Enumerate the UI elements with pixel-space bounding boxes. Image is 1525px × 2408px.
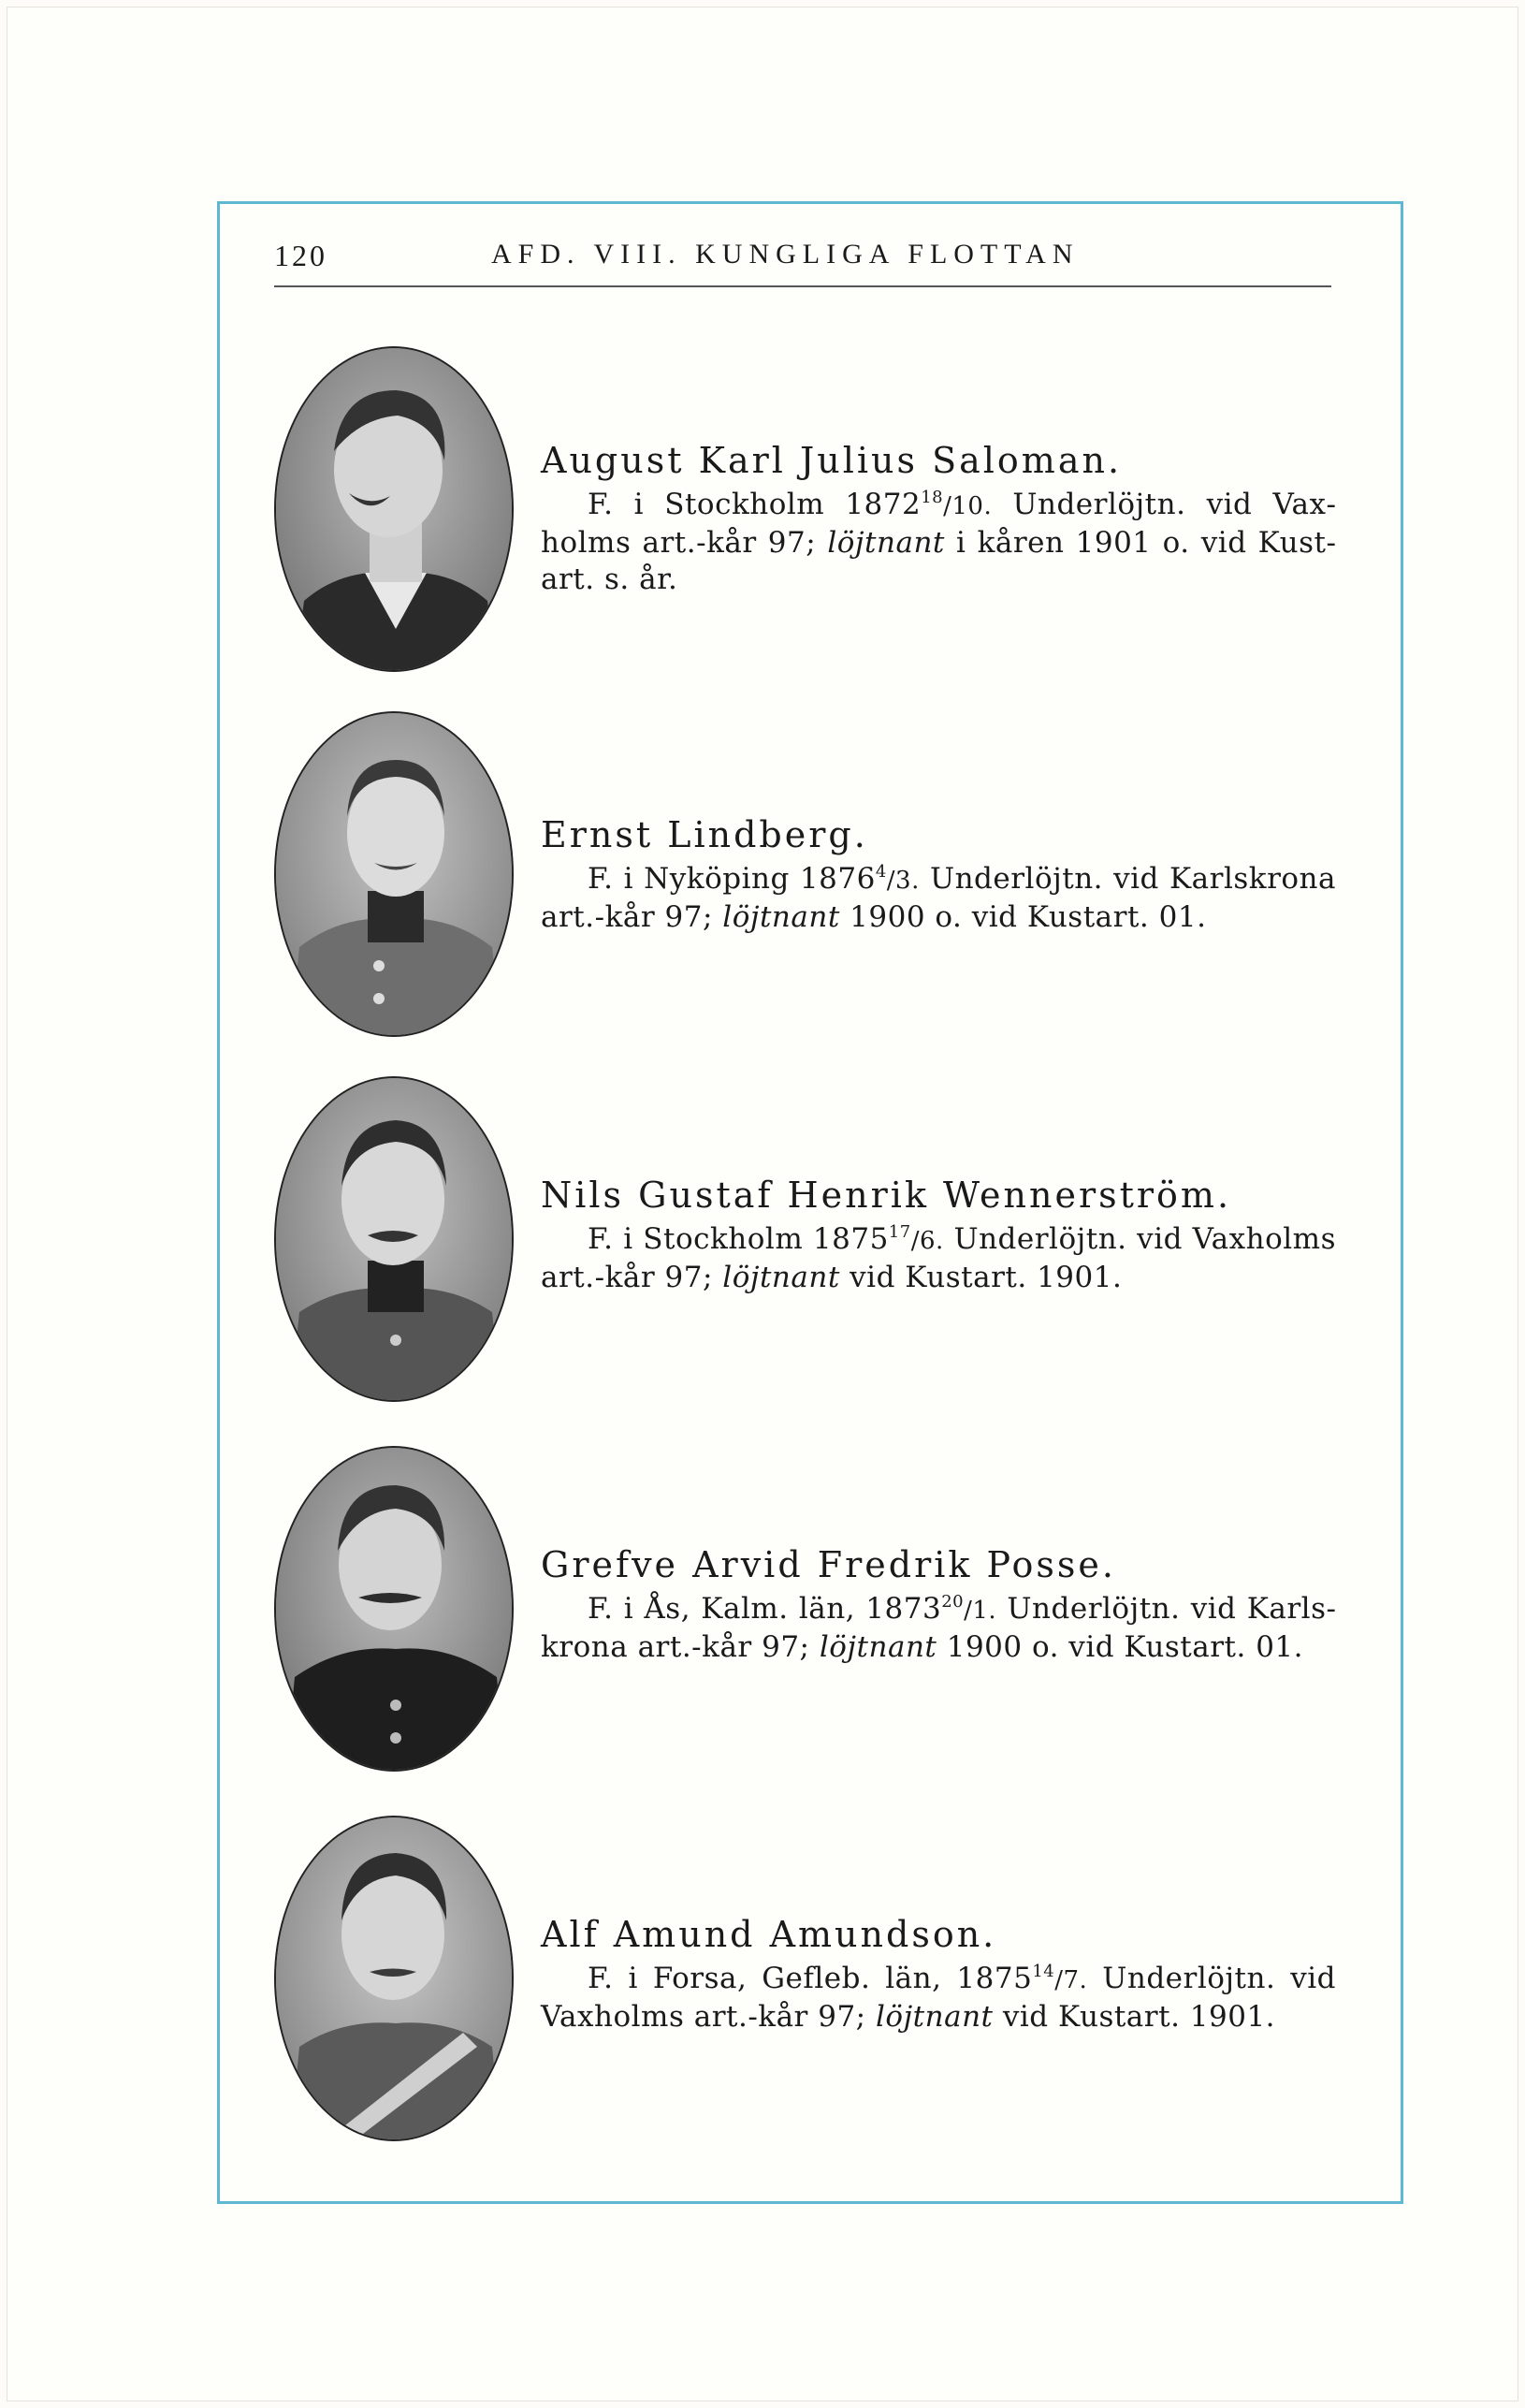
rank-text: löjtnant — [827, 526, 945, 560]
entry-posse — [274, 1446, 1341, 1783]
person-bio — [541, 1591, 1336, 1666]
birth-day: 17 — [888, 1222, 911, 1242]
person-bio — [541, 1221, 1336, 1296]
person-name: Alf Amund Amundson. — [541, 1914, 997, 1955]
rank-text: löjtnant — [722, 1261, 840, 1294]
person-bio — [541, 487, 1336, 598]
entry-text — [541, 1544, 1336, 1666]
career-text: Underlöjtn. vid Karlskrona art.-kår 97; — [541, 862, 1336, 934]
birth-month: /1. — [964, 1597, 997, 1625]
portrait-photo — [274, 711, 514, 1037]
person-name: Nils Gustaf Henrik Wennerström. — [541, 1175, 1232, 1216]
birth-day: 14 — [1032, 1962, 1055, 1981]
portrait-photo — [274, 1446, 514, 1772]
portrait-photo — [274, 1816, 514, 2141]
birth-text: F. i Nyköping 1876 — [588, 862, 876, 896]
entry-text — [541, 1914, 1336, 2036]
entry-amundson — [274, 1816, 1341, 2153]
birth-month: /6. — [910, 1227, 944, 1255]
birth-text: F. i Stockholm 1872 — [588, 488, 922, 521]
person-name: Ernst Lindberg. — [541, 814, 868, 855]
birth-day: 4 — [875, 862, 887, 882]
entry-lindberg — [274, 711, 1341, 1048]
career-text: Underlöjtn. vid Karlskrona art.-kår 97; — [541, 1592, 1336, 1664]
career-text-end: vid Kustart. 1901. — [839, 1261, 1123, 1294]
birth-month: /7. — [1054, 1966, 1088, 1994]
career-text: Underlöjtn. vid Vaxholms art.-kår 97; — [541, 1222, 1336, 1294]
career-text-end: 1900 o. vid Kustart. 01. — [839, 900, 1207, 934]
entry-saloman — [274, 346, 1341, 683]
portrait-photo — [274, 346, 514, 672]
career-text: Underlöjtn. vid Vaxholms art.-kår 97; — [541, 488, 1336, 560]
page-number: 120 — [274, 239, 327, 272]
rank-text: löjtnant — [722, 900, 840, 934]
running-head — [274, 239, 1331, 287]
career-text-end: 1900 o. vid Kustart. 01. — [937, 1630, 1304, 1664]
entry-text — [541, 814, 1336, 936]
birth-text: F. i Stockholm 1875 — [588, 1222, 889, 1256]
entry-text — [541, 1175, 1336, 1296]
person-name: Grefve Arvid Fredrik Posse. — [541, 1544, 1116, 1585]
birth-month: /10. — [943, 492, 993, 520]
birth-text: F. i Ås, Kalm. län, 1873 — [588, 1592, 942, 1626]
person-bio — [541, 861, 1336, 936]
rank-text: löjtnant — [819, 1630, 937, 1664]
career-text-end: vid Kustart. 1901. — [993, 2000, 1276, 2034]
entry-text — [541, 440, 1336, 598]
person-name: August Karl Julius Saloman. — [541, 440, 1123, 481]
birth-day: 20 — [941, 1592, 965, 1612]
section-title: AFD. VIII. KUNGLIGA FLOTTAN — [491, 239, 1080, 270]
career-text-end: i kåren 1901 o. vid Kustart. s. år. — [541, 526, 1336, 596]
person-bio — [541, 1961, 1336, 2036]
entry-wennerstrom — [274, 1076, 1341, 1413]
birth-month: /3. — [886, 867, 920, 895]
rank-text: löjtnant — [875, 2000, 994, 2034]
birth-day: 18 — [921, 488, 944, 507]
portrait-photo — [274, 1076, 514, 1402]
career-text: Underlöjtn. vid Vaxholms art.-kår 97; — [541, 1962, 1336, 2034]
birth-text: F. i Forsa, Gefleb. län, 1875 — [588, 1962, 1033, 1995]
